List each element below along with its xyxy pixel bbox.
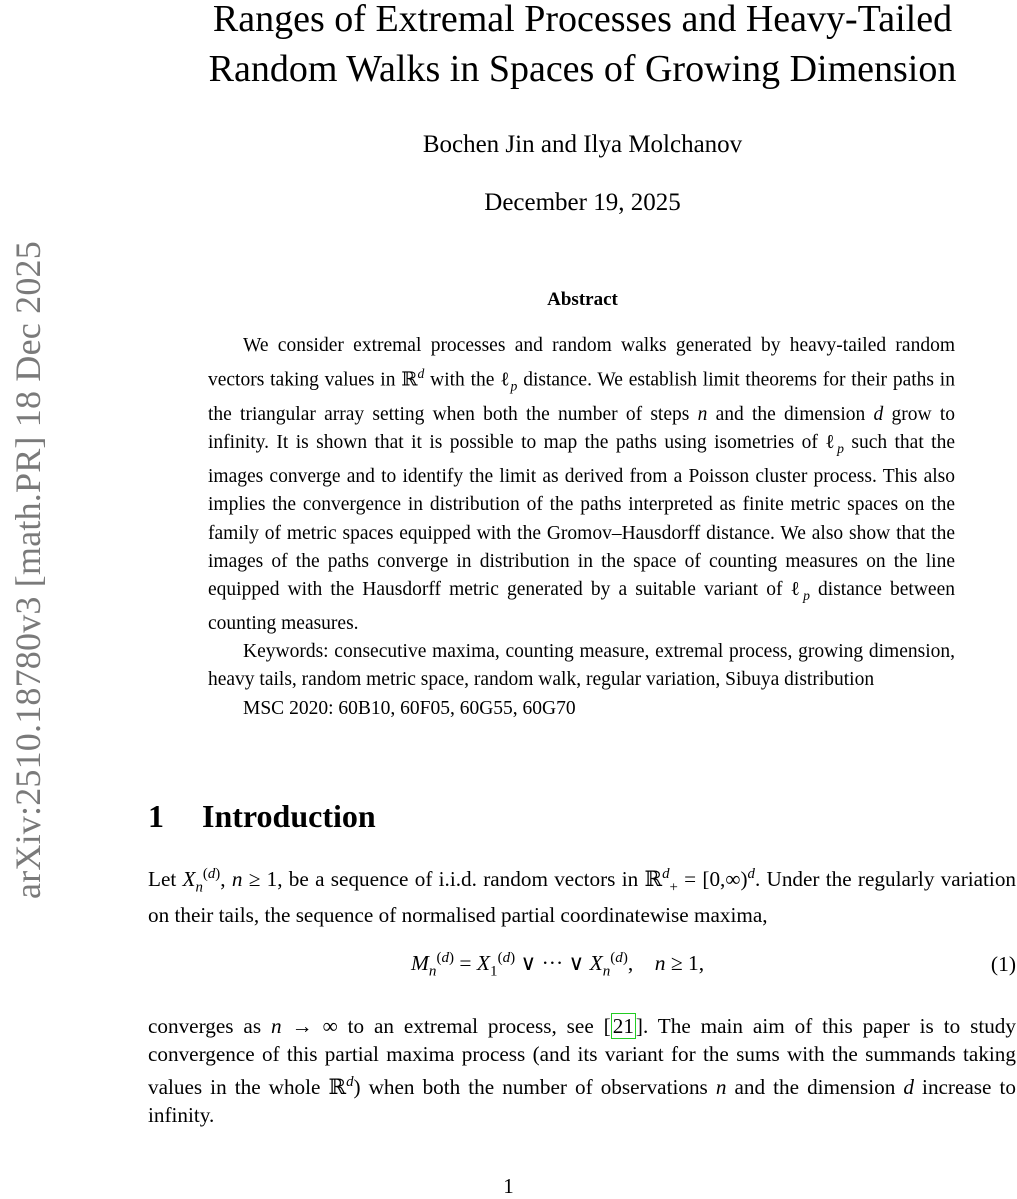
equation-label: (1) (990, 952, 1016, 976)
section-heading (148, 798, 376, 835)
equation-expression: $M_n^{(d)} = X_1^{(d)}$ ∨ ··· ∨ $X_n^{(d)}$, n ≥ 1, (411, 950, 705, 980)
section-number: 1 (148, 798, 164, 834)
title-line-1: Ranges of Extremal Processes and Heavy-Tailed (212, 0, 953, 40)
abstract-paragraph: We consider extremal processes and random walks generated by heavy-tailed random vectors taking values in ℝ$^d$ with the ℓ$_p$ distance. We establish limit theorems for their paths in the triangular array setting when both the number of steps n and the dimension d grow to infinity. It is shown that it is possible to map the paths using isometries of ℓ$_p$ such that the images converge and to identify the limit as derived from a Poisson cluster process. This also implies the convergence in distribution of the paths interpreted as finite metric spaces on the family of metric spaces equipped with the Gromov–Hausdorff distance. We also show that the images of the paths converge in distribution in the space of counting measures on the line equipped with the Hausdorff metric generated by a suitable variant of ℓ$_p$ distance between counting measures. (208, 335, 955, 634)
title-line-2: Random Walks in Spaces of Growing Dimension (208, 48, 957, 90)
section-title: Introduction (202, 798, 376, 834)
abstract-body (208, 332, 955, 723)
authors: Bochen Jin and Ilya Molchanov (422, 131, 743, 158)
arxiv-id: arXiv:2510.18780v3 [math.PR] 18 Dec 2025 (8, 241, 48, 899)
arxiv-sidebar-stamp (8, 170, 48, 970)
keywords: Keywords: consecutive maxima, counting measure, extremal process, growing dimension, heavy tails, random metric space, random walk, regular variation, Sibuya distribution (208, 641, 955, 691)
citation-link[interactable]: 21 (612, 1014, 634, 1038)
paper-title (150, 0, 1015, 94)
page-number: 1 (503, 1174, 514, 1198)
intro-paragraph-2: converges as n → ∞ to an extremal process, see [21]. The main aim of this paper is to study convergence of this partial maxima process (and its variant for the sums with the summands taking values in the whole ℝ$^d$) when both the number of observations n and the dimension d increase to infinity. (148, 1014, 1016, 1128)
intro-paragraph-1: Let $X_n^{(d)}$, n ≥ 1, be a sequence of i.i.d. random vectors in ℝ$^d_+$ = [0,∞)$^d$. Under the regularly variation on their tails, the sequence of normalised partial coordinatewise maxima, (148, 866, 1017, 928)
equation-1 (148, 950, 1016, 990)
abstract-heading: Abstract (547, 289, 618, 310)
msc-codes: MSC 2020: 60B10, 60F05, 60G55, 60G70 (243, 697, 576, 719)
date: December 19, 2025 (484, 189, 681, 216)
